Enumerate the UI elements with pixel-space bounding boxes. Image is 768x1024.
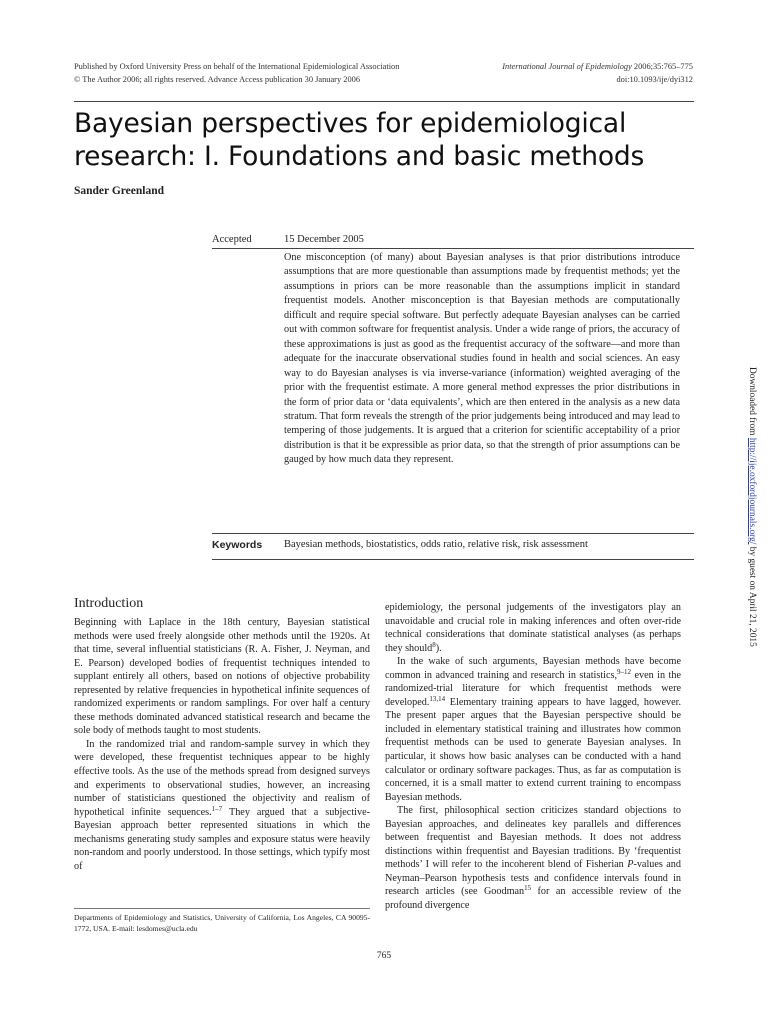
citation-text: 2006;35:765–775	[633, 62, 693, 71]
journal-line	[502, 60, 693, 73]
text-run: epidemiology, the personal judgements of the investigators play an unavoidable and crucial role in making inferences and often over-ride technical considerations that dominate statistical analyses (as perhaps they should	[385, 602, 681, 654]
abstract-top-rule	[212, 248, 694, 249]
keywords-bottom-rule	[212, 559, 694, 560]
text-run: Elementary training appears to have lagged, however. The present paper argues that the Bayesian perspective should be included in elementary statistical training and illustrates how common frequentist methods can be used to generate Bayesian analyses. In particular, it shows how basic analyses can be conducted with a hand calculator or ordinary software packages. Thus, as far as computation is concerned, it is a small matter to extend current training to encompass Bayesian methods.	[385, 696, 681, 803]
sidebar-prefix: Downloaded from	[747, 367, 757, 438]
keywords-top-rule	[212, 533, 694, 534]
body-column-right	[385, 601, 681, 913]
text-run: In the randomized trial and random-sample survey in which they were developed, these frequentist techniques appear to be highly effective tools. As the use of the methods spread from designed surveys and experiments to observational studies, however, an increasing number of statisticians questioned the objectivity and realism of hypothetical infinite sequences.	[74, 738, 370, 818]
paragraph	[385, 804, 681, 912]
paragraph	[385, 601, 681, 655]
citation-ref: 8	[432, 640, 436, 649]
author-name: Sander Greenland	[74, 185, 164, 197]
doi-text: doi:10.1093/ije/dyi312	[616, 75, 693, 84]
italic-text: P	[627, 859, 634, 871]
text-run: They argued that a subjective-Bayesian approach better represented situations in which the mechanisms generating study samples and exposure status were heavily non-random and poorly understood. In those settings, which typify most of	[74, 806, 370, 872]
affiliation-footnote: Departments of Epidemiology and Statistics, University of California, Los Angeles, CA 90095-1772, USA. E-mail: lesdomes@ucla.edu	[74, 913, 370, 933]
body-column-left	[74, 616, 370, 873]
keywords-text: Bayesian methods, biostatistics, odds ratio, relative risk, risk assessment	[284, 539, 588, 550]
keywords-label: Keywords	[212, 539, 263, 551]
header-rule	[74, 101, 694, 102]
page-number: 765	[376, 951, 392, 961]
accepted-date: 15 December 2005	[284, 234, 364, 245]
paragraph	[385, 655, 681, 804]
text-run: for an accessible review of the profound divergence	[385, 886, 681, 912]
footnote-rule	[74, 908, 370, 909]
citation-ref: 9–12	[617, 667, 632, 676]
publisher-line: Published by Oxford University Press on behalf of the International Epidemiological Association	[74, 62, 400, 71]
text-run: In the wake of such arguments, Bayesian methods have become common in advanced training and research in statistics,	[385, 656, 681, 681]
citation-ref: 15	[524, 884, 532, 893]
paragraph: Beginning with Laplace in the 18th century, Bayesian statistical methods were used freely alongside other methods until the 1920s. At that time, several influential statisticians (R. A. Fisher, J. Neyman, and E. Pearson) developed bodies of frequentist techniques intended to supplant entirely all others, based on notions of objective probability represented by relative frequencies in hypothetical infinite sequences of randomized experiments or random samplings. For over half a century these methods dominated advanced statistical research and became the sole body of methods taught to most students.	[74, 617, 370, 737]
paragraph	[74, 738, 370, 873]
section-heading-introduction: Introduction	[74, 596, 144, 611]
download-sidebar	[747, 367, 757, 647]
copyright-line: © The Author 2006; all rights reserved. Advance Access publication 30 January 2006	[74, 75, 361, 84]
text-run: even in the randomized-trial literature for which frequentist methods were developed.	[385, 669, 681, 708]
journal-name: International Journal of Epidemiology	[502, 62, 632, 71]
citation-ref: 1–7	[211, 804, 223, 813]
accepted-label: Accepted	[212, 234, 252, 245]
text-run: The first, philosophical section criticizes standard objections to Bayesian approaches, and delineates key parallels and differences between frequentist and Bayesian methods. It does not address distinctions within frequentist and Bayesian traditions. By ‘frequentist methods’ I will refer to the incoherent blend of Fisherian	[385, 805, 681, 871]
article-title: Bayesian perspectives for epidemiological research: I. Foundations and basic methods	[74, 108, 645, 172]
citation-ref: 13,14	[429, 694, 446, 703]
publisher-info	[74, 60, 399, 86]
abstract-text: One misconception (of many) about Bayesian analyses is that prior distributions introduce assumptions that are more questionable than assumptions made by frequentist methods; yet the assumptions in priors can be more reasonable than the assumptions implicit in standard frequentist models. Another misconception is that Bayesian methods are computationally difficult and require special software. But perfectly adequate Bayesian analyses can be carried out with common software for frequentist analysis. Under a wide range of priors, the accuracy of these approximations is just as good as the frequentist accuracy of the software—and more than adequate for the inaccurate observational studies found in health and social sciences. An easy way to do Bayesian analyses is via inverse-variance (information) weighted averaging of the prior with the frequentist estimate. A more general method expresses the prior distributions in the form of prior data or ‘data equivalents’, which are then entered in the analysis as a new data stratum. That form reveals the strength of the prior judgements being introduced and may lead to tempering of those judgements. It is argued that a criterion for scientific acceptability of a prior distribution is that it be expressible as prior data, so that the strength of prior assumptions can be gauged by how much data they represent.	[284, 252, 680, 466]
journal-link[interactable]: http://ije.oxfordjournals.org/	[747, 437, 757, 545]
sidebar-suffix: by guest on April 21, 2015	[747, 544, 757, 647]
text-run: ).	[435, 642, 442, 654]
text-run: -values and Neyman–Pearson hypothesis tests and confidence intervals found in research articles (see Goodman	[385, 859, 681, 898]
journal-citation	[502, 60, 693, 86]
